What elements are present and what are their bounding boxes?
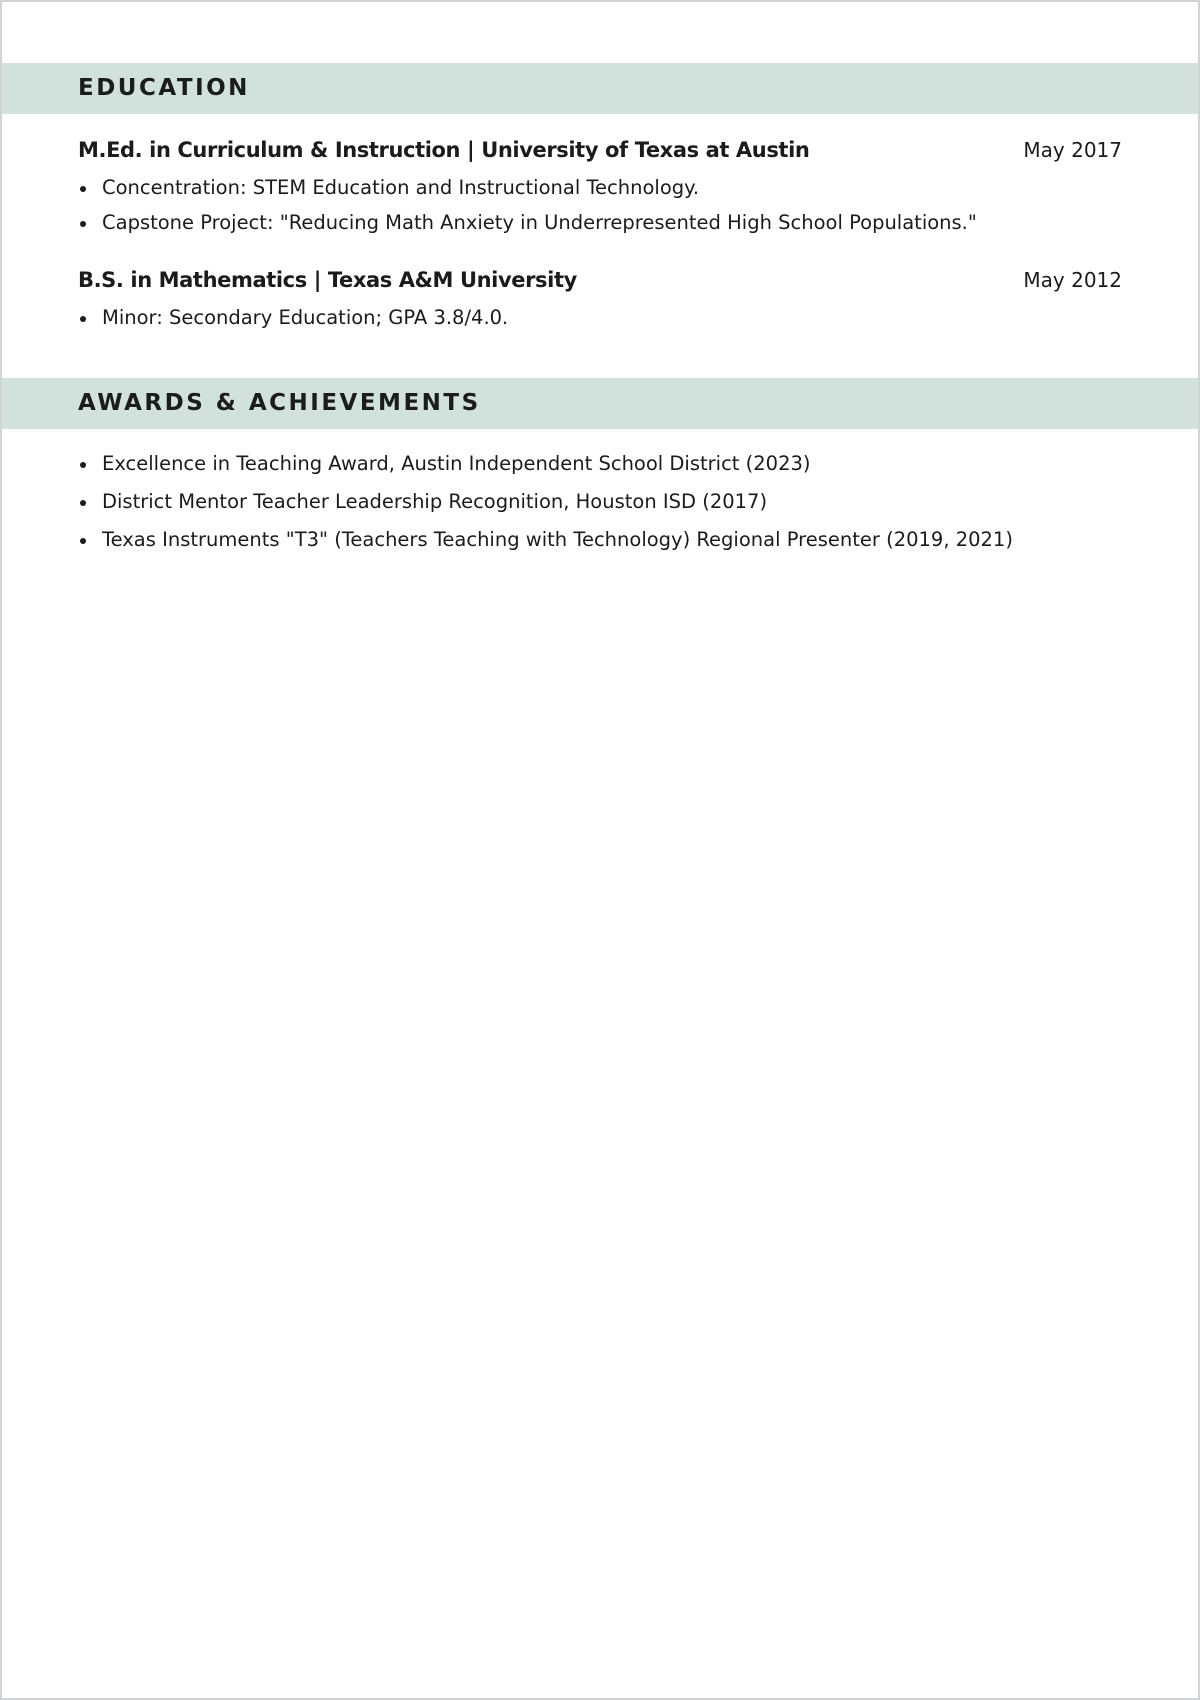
list-item: District Mentor Teacher Leadership Recognition, Houston ISD (2017) [78,489,1013,514]
awards-section-header [2,378,1198,429]
education-heading: EDUCATION [78,75,250,101]
list-item: Capstone Project: "Reducing Math Anxiety in Underrepresented High School Populations." [78,210,1122,235]
education-section-header [2,63,1198,114]
list-item: Concentration: STEM Education and Instructional Technology. [78,175,1122,200]
list-item: Minor: Secondary Education; GPA 3.8/4.0. [78,305,1122,330]
degree-title: M.Ed. in Curriculum & Instruction | University of Texas at Austin [78,138,810,162]
degree-date: May 2017 [1023,138,1122,162]
degree-details-list [78,175,1122,235]
degree-details-list [78,305,1122,330]
education-entry-bs [78,265,1122,330]
education-entry-med [78,135,1122,235]
list-item: Excellence in Teaching Award, Austin Independent School District (2023) [78,451,1013,476]
degree-title: B.S. in Mathematics | Texas A&M University [78,268,577,292]
education-entry-header [78,135,1122,165]
list-item: Texas Instruments "T3" (Teachers Teaching with Technology) Regional Presenter (2019, 2021) [78,527,1013,552]
awards-heading: AWARDS & ACHIEVEMENTS [78,390,481,416]
education-entry-header [78,265,1122,295]
awards-list [78,451,1013,565]
degree-date: May 2012 [1023,268,1122,292]
